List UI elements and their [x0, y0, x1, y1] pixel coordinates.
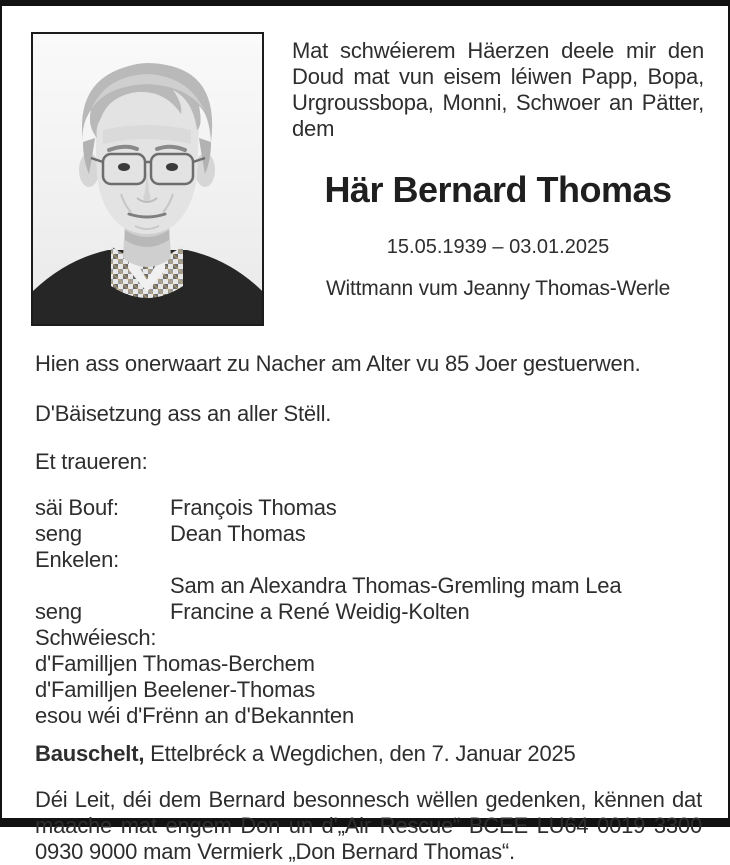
mourner-value: Sam an Alexandra Thomas-Gremling mam Lea [170, 573, 622, 598]
burial-line: D'Bäisetzung ass an aller Stëll. [35, 401, 332, 426]
mourners-list [35, 495, 702, 729]
intro-column [292, 38, 704, 326]
mourner-row [35, 495, 702, 521]
header-section [2, 6, 728, 326]
mourner-family-line: d'Familljen Beelener-Thomas [35, 677, 316, 702]
mourner-label: säi Bouf: [35, 495, 119, 520]
mourner-label [35, 573, 170, 599]
mourner-value: Dean Thomas [170, 521, 306, 546]
mourner-label: seng Enkelen: [35, 521, 120, 572]
mourner-family-line: d'Familljen Thomas-Berchem [35, 651, 315, 676]
place-name: Bauschelt, [35, 741, 145, 766]
mourner-value: François Thomas [170, 495, 337, 520]
life-dates: 15.05.1939 – 03.01.2025 [386, 236, 610, 258]
place-date-line [35, 741, 702, 767]
portrait-photo [31, 32, 264, 326]
place-date-rest: Ettelbréck a Wegdichen, den 7. Januar 2025 [144, 741, 576, 766]
mourner-label: seng Schwéiesch: [35, 599, 157, 650]
mourner-family-line: esou wéi d'Frënn an d'Bekannten [35, 703, 354, 728]
body-section [2, 351, 728, 865]
donation-paragraph: Déi Leit, déi dem Bernard besonnesch wëllen gedenken, kënnen dat maache mat engem Don un d'„Air Rescue“ BCEE LU64 0019 3300 0930 9000 mam Vermierk „Don Bernard Thomas“. [35, 787, 702, 864]
mourner-row [35, 573, 702, 599]
mourner-row [35, 599, 702, 651]
death-announcement: Hien ass onerwaart zu Nacher am Alter vu 85 Joer gestuerwen. [35, 351, 641, 376]
deceased-name: Här Bernard Thomas [324, 169, 672, 210]
mourners-heading: Et traueren: [35, 449, 148, 474]
mourner-value: Francine a René Weidig-Kolten [170, 599, 470, 624]
portrait-illustration [33, 34, 262, 324]
intro-text: Mat schwéierem Häerzen deele mir den Doud mat vun eisem léiwen Papp, Bopa, Urgroussbopa, Monni, Schwoer an Pätter, dem [292, 38, 704, 141]
relation-line: Wittmann vum Jeanny Thomas-Werle [325, 277, 671, 300]
mourner-row [35, 521, 702, 573]
